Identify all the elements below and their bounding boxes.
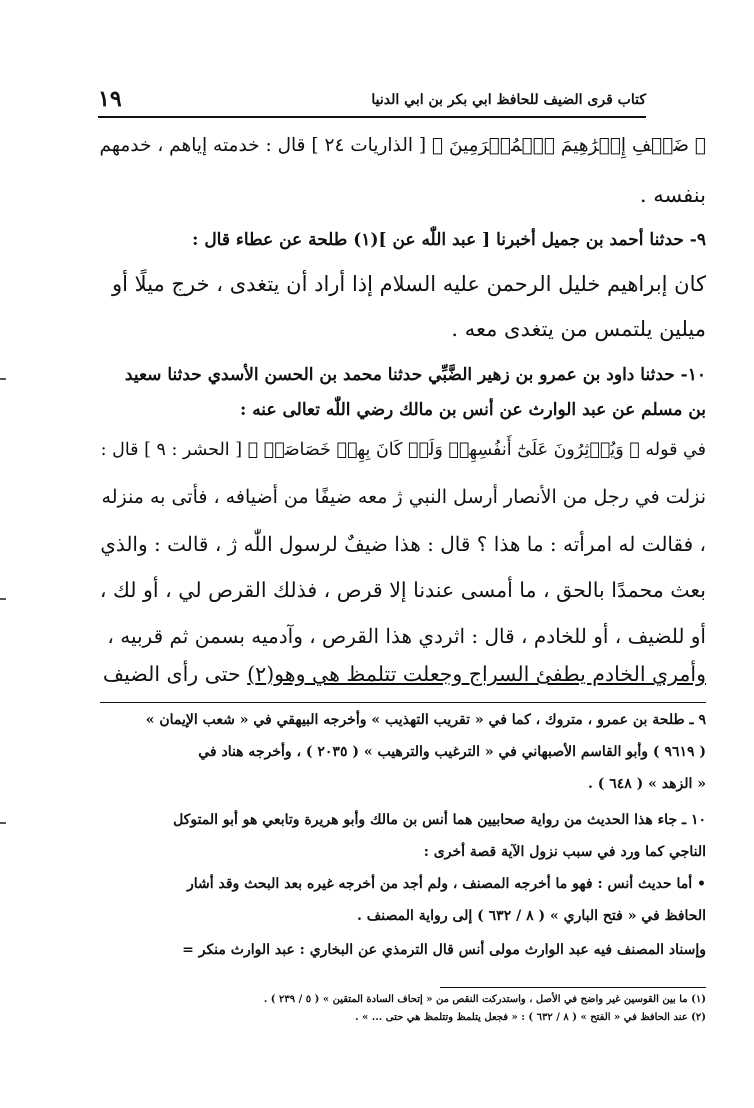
note-line-8: وإسناد المصنف فيه عبد الوارث مولى أنس قال الترمذي عن البخاري : عبد الوارث منكر = xyxy=(182,942,706,958)
text-line-5: ميلين يلتمس من يتغدى معه . xyxy=(451,317,706,341)
scan-mark xyxy=(0,378,6,380)
scan-mark xyxy=(0,598,6,600)
hadith-9-chain: ٩- حدثنا أحمد بن جميل أخبرنا [ عبد اللّٰه عن ](١) طلحة عن عطاء قال : xyxy=(192,230,706,250)
note-subheading: • أما حديث أنس : xyxy=(597,876,706,892)
note-line-5: الناجي كما ورد في سبب نزول الآية قصة أخرى : xyxy=(423,844,706,860)
running-header xyxy=(98,86,646,118)
note-line-1: ٩ ـ طلحة بن عمرو ، متروك ، كما في « تقريب التهذيب » وأخرجه البيهقي في « شعب الإيمان » xyxy=(145,712,706,728)
hadith-10-chain: ١٠- حدثنا داود بن عمرو بن زهير الضَّبِّي حدثنا محمد بن الحسن الأسدي حدثنا سعيد xyxy=(124,365,706,385)
text-line-10: ، فقالت له امرأته : ما هذا ؟ قال : هذا ضيفٌ لرسول اللّٰه ژ ، قالت : والذي xyxy=(100,532,706,556)
text-line-13-end: حتى رأى الضيف xyxy=(102,662,248,686)
note-line-3: « الزهد » ( ٦٤٨ ) . xyxy=(587,776,706,792)
underlined-phrase: وأمري الخادم يطفئ السراج وجعلت تتلمظ هي وهو(٢) xyxy=(247,662,706,686)
note-line-6-rest: فهو ما أخرجه المصنف ، ولم أجد من أخرجه غيره بعد البحث وقد أشار xyxy=(186,876,598,892)
text-line-4: كان إبراهيم خليل الرحمن عليه السلام إذا أراد أن يتغدى ، خرج ميلًا أو xyxy=(112,272,706,296)
note-line-6 xyxy=(187,876,706,892)
text-line-12: أو للضيف ، أو للخادم ، قال : اثردي هذا القرص ، وآدميه بسمن ثم قربيه ، xyxy=(107,624,706,648)
footnote-1: (١) ما بين القوسين غير واضح في الأصل ، واستدركت النقص من « إتحاف السادة المتقين » ( ٥ / ٢٣٩ ) . xyxy=(263,994,706,1005)
text-line-2: بنفسه . xyxy=(639,183,706,207)
hadith-10-chain-cont: بن مسلم عن عبد الوارث عن أنس بن مالك رضي اللّٰه تعالى عنه : xyxy=(240,400,706,420)
text-line-9: نزلت في رجل من الأنصار أرسل النبي ژ معه ضيفًا من أضيافه ، فأتى به منزله xyxy=(101,486,706,508)
text-line-11: بعث محمدًا بالحق ، ما أمسى عندنا إلا قرص ، فذلك القرص لي ، أو لك ، xyxy=(99,578,706,602)
footnote-divider xyxy=(440,987,706,988)
text-line-13 xyxy=(103,662,706,686)
text-line-8: في قوله ﴿ وَيُؤۡثِرُونَ عَلَىٰٓ أَنفُسِهِمۡ وَلَوۡ كَانَ بِهِمۡ خَصَاصَةٞ ﴾ [ الحشر : ٩ ] قال : xyxy=(100,440,706,460)
note-line-2: ( ٩٦١٩ ) وأبو القاسم الأصبهاني في « الترغيب والترهيب » ( ٢٠٣٥ ) ، وأخرجه هناد في xyxy=(198,744,706,760)
text-line-1: ﴿ ضَيۡفِ إِبۡرَٰهِيمَ ٱلۡمُكۡرَمِينَ ﴾ [ الذاريات ٢٤ ] قال : خدمته إياهم ، خدمهم xyxy=(99,135,706,156)
page-number: ١٩ xyxy=(98,86,122,112)
footnote-2: (٢) عند الحافظ في « الفتح » ( ٨ / ٦٣٢ ) : « فجعل يتلمظ وتتلمظ هي حتى ... » . xyxy=(355,1012,706,1023)
book-title: كتاب قرى الضيف للحافظ ابي بكر بن ابي الدنيا xyxy=(371,92,646,108)
scan-mark xyxy=(0,822,6,824)
notes-divider xyxy=(100,702,706,703)
note-line-4: ١٠ ـ جاء هذا الحديث من رواية صحابيين هما أنس بن مالك وأبو هريرة وتابعي هو أبو المتوكل xyxy=(173,812,706,828)
note-line-7: الحافظ في « فتح الباري » ( ٨ / ٦٣٢ ) إلى رواية المصنف . xyxy=(357,908,706,924)
